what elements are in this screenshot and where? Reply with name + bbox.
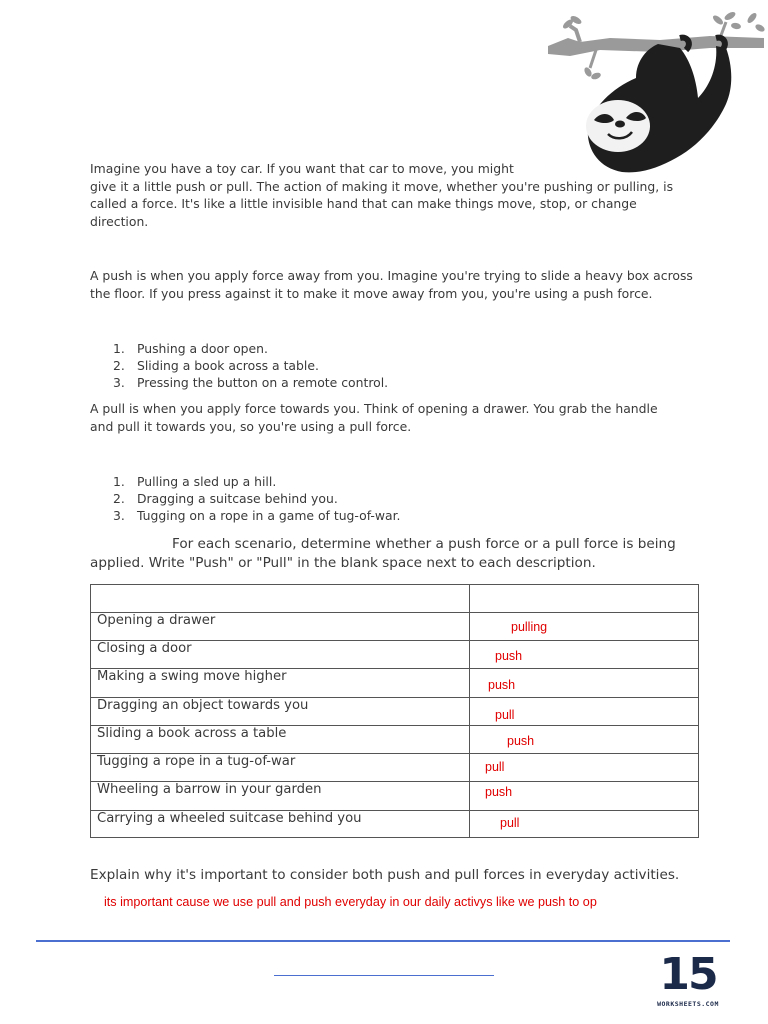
push-definition xyxy=(90,267,710,302)
answer-text: pull xyxy=(485,760,505,774)
instructions-line: applied. Write "Push" or "Pull" in the blank space next to each description. xyxy=(90,554,596,571)
pull-definition-line: and pull it towards you, so you're using a pull force. xyxy=(90,418,412,434)
list-item-text: Pushing a door open. xyxy=(137,341,268,356)
list-item xyxy=(113,357,673,374)
list-number: 3. xyxy=(113,375,125,390)
answer-text: push xyxy=(495,649,523,663)
list-item-text: Pulling a sled up a hill. xyxy=(137,474,277,489)
list-item xyxy=(113,473,673,490)
scenario-cell: Opening a drawer xyxy=(91,613,470,641)
sloth-illustration-icon xyxy=(540,8,768,178)
answer-text: pull xyxy=(500,816,520,830)
list-item xyxy=(113,507,673,524)
list-number: 3. xyxy=(113,508,125,523)
list-item xyxy=(113,340,673,357)
intro-line: direction. xyxy=(90,213,149,229)
intro-paragraph xyxy=(90,160,690,230)
scenario-cell: Sliding a book across a table xyxy=(91,726,470,754)
answer-text: push xyxy=(507,734,535,748)
list-number: 2. xyxy=(113,491,125,506)
table-row xyxy=(91,754,699,782)
table-row xyxy=(91,613,699,641)
answer-text: push xyxy=(488,678,516,692)
list-number: 1. xyxy=(113,474,125,489)
list-item-text: Dragging a suitcase behind you. xyxy=(137,491,338,506)
answer-cell[interactable] xyxy=(470,754,699,782)
logo-number: 15 xyxy=(659,949,717,1000)
scenario-cell: Closing a door xyxy=(91,641,470,669)
push-definition-line: A push is when you apply force away from you. Imagine you're trying to slide a heavy box across xyxy=(90,268,693,283)
scenario-cell: Tugging a rope in a tug-of-war xyxy=(91,754,470,782)
answer-cell[interactable] xyxy=(470,782,699,811)
worksheets-logo xyxy=(650,950,726,1014)
push-examples-list xyxy=(113,340,673,391)
list-number: 2. xyxy=(113,358,125,373)
table-header-cell xyxy=(91,585,470,613)
answer-text: pulling xyxy=(511,620,548,634)
push-definition-line: the floor. If you press against it to make it move away from you, you're using a push force. xyxy=(90,285,653,301)
list-item-text: Tugging on a rope in a game of tug-of-war. xyxy=(137,508,401,523)
table-row xyxy=(91,641,699,669)
table-row xyxy=(91,669,699,698)
scenario-cell: Making a swing move higher xyxy=(91,669,470,698)
table-header-row xyxy=(91,585,699,613)
list-item xyxy=(113,490,673,507)
explain-answer[interactable]: its important cause we use pull and push everyday in our daily activys like we push to op xyxy=(104,895,597,909)
answer-cell[interactable] xyxy=(470,613,699,641)
logo-caption: WORKSHEETS.COM xyxy=(657,1000,719,1008)
list-item-text: Pressing the button on a remote control. xyxy=(137,375,389,390)
answer-cell[interactable] xyxy=(470,726,699,754)
table-row xyxy=(91,811,699,838)
scenario-cell: Dragging an object towards you xyxy=(91,698,470,726)
answer-text: pull xyxy=(495,708,515,722)
table-row xyxy=(91,698,699,726)
explain-question: Explain why it's important to consider both push and pull forces in everyday activities. xyxy=(90,867,680,883)
scenario-cell: Wheeling a barrow in your garden xyxy=(91,782,470,811)
instructions-line: For each scenario, determine whether a push force or a pull force is being xyxy=(172,536,676,552)
answer-cell[interactable] xyxy=(470,641,699,669)
intro-line: called a force. It's like a little invisible hand that can make things move, stop, or change xyxy=(90,196,637,211)
footer-divider xyxy=(36,940,730,942)
answer-cell[interactable] xyxy=(470,698,699,726)
pull-examples-list xyxy=(113,473,673,524)
scenario-table xyxy=(90,584,699,838)
intro-line: give it a little push or pull. The action of making it move, whether you're pushing or pulling, is xyxy=(90,178,674,194)
name-underline xyxy=(274,975,494,976)
table-row xyxy=(91,726,699,754)
pull-definition-line: A pull is when you apply force towards you. Think of opening a drawer. You grab the handle xyxy=(90,401,658,416)
table-header-cell xyxy=(470,585,699,613)
answer-cell[interactable] xyxy=(470,811,699,838)
answer-cell[interactable] xyxy=(470,669,699,698)
pull-definition xyxy=(90,400,710,435)
instructions xyxy=(90,535,710,572)
table-row xyxy=(91,782,699,811)
intro-line: Imagine you have a toy car. If you want that car to move, you might xyxy=(90,161,514,176)
answer-text: push xyxy=(485,785,513,799)
list-number: 1. xyxy=(113,341,125,356)
list-item-text: Sliding a book across a table. xyxy=(137,358,319,373)
scenario-cell: Carrying a wheeled suitcase behind you xyxy=(91,811,470,838)
list-item xyxy=(113,374,673,391)
